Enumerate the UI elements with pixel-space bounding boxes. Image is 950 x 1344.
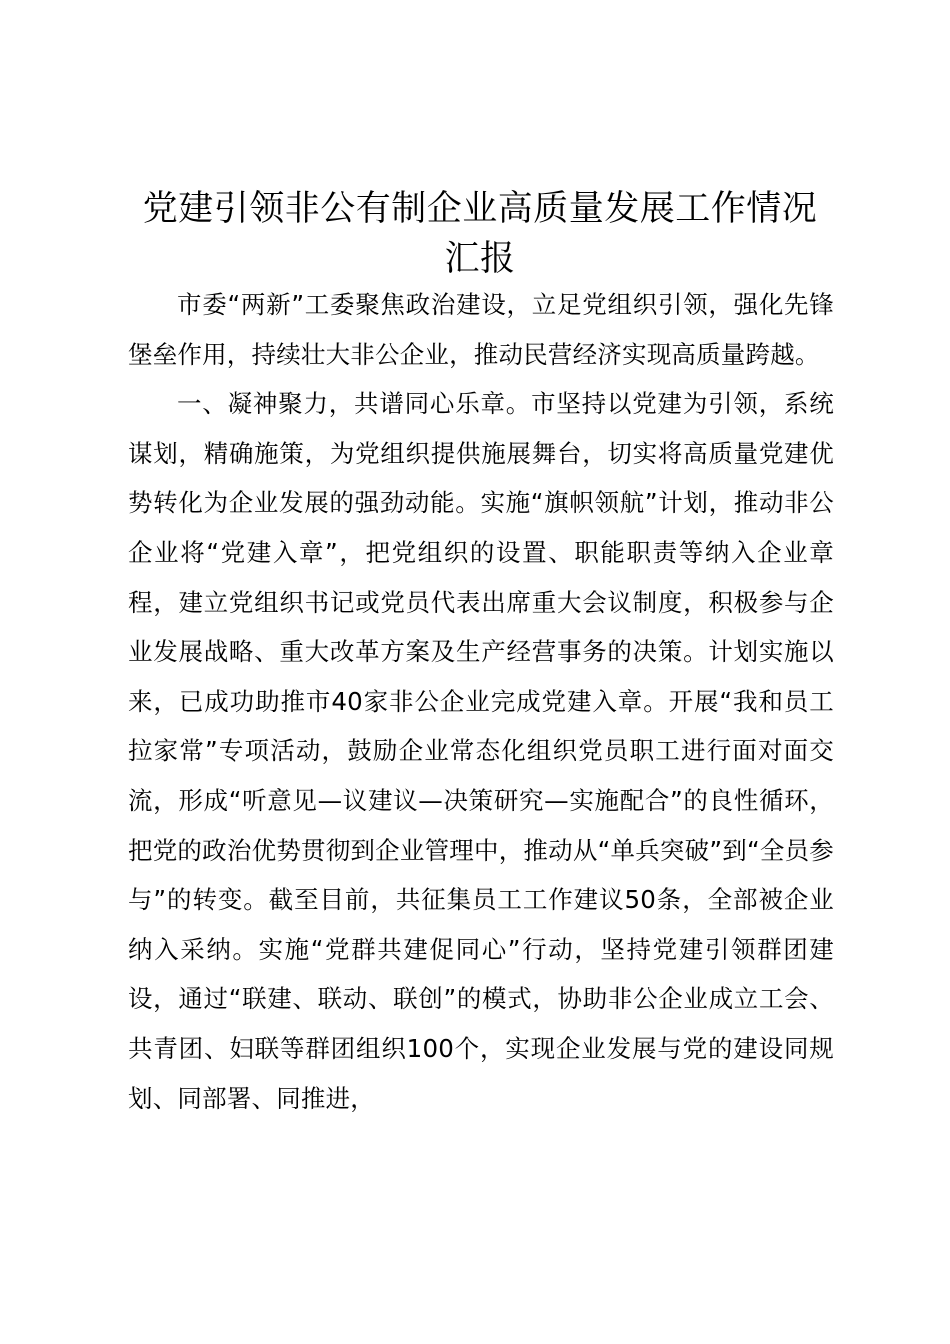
document-title: 党建引领非公有制企业高质量发展工作情况汇报 [142,189,818,279]
section-one-paragraph: 一、凝神聚力，共谱同心乐章。市坚持以党建为引领，系统谋划，精确施策，为党组织提供施展舞台，切实将高质量党建优势转化为企业发展的强劲动能。实施“旗帜领航”计划，推动非公企业将“党建入章”，把党组织的设置、职能职责等纳入企业章程，建立党组织书记或党员代表出席重大会议制度，积极参与企业发展战略、重大改革方案及生产经营事务的决策。计划实施以来，已成功助推市40家非公企业完成党建入章。开展“我和员工拉家常”专项活动，鼓励企业常态化组织党员职工进行面对面交流，形成“听意见—议建议—决策研究—实施配合”的良性循环，把党的政治优势贯彻到企业管理中，推动从“单兵突破”到“全员参与”的转变。截至目前，共征集员工工作建议50条，全部被企业纳入采纳。实施“党群共建促同心”行动，坚持党建引领群团建设，通过“联建、联动、联创”的模式，协助非公企业成立工会、共青团、妇联等群团组织100个，实现企业发展与党的建设同规划、同部署、同推进， [128,389,834,1113]
intro-paragraph: 市委“两新”工委聚焦政治建设，立足党组织引领，强化先锋堡垒作用，持续壮大非公企业，推动民营经济实现高质量跨越。 [128,290,834,369]
document-body [128,280,834,1123]
